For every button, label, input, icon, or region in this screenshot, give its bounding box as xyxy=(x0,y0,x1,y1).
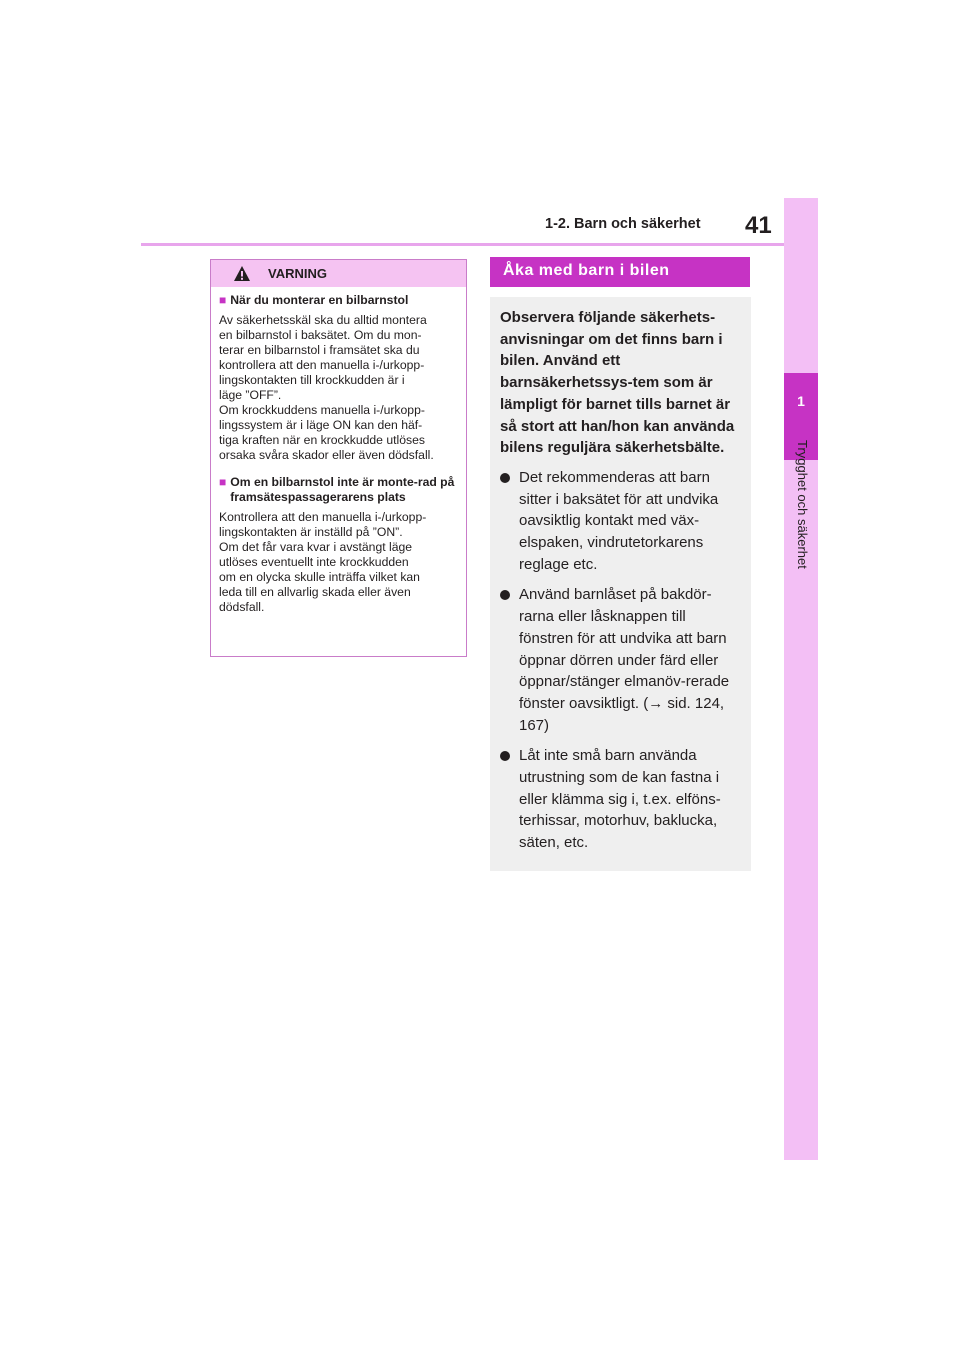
warning-triangle-icon xyxy=(233,265,251,282)
warning-heading-text: Om en bilbarnstol inte är monte-rad på framsätespassagerarens plats xyxy=(230,475,455,504)
text-line: lingssystem är i läge ON kan den häf- xyxy=(219,418,423,432)
warning-box xyxy=(210,259,467,657)
text-line: lingskontakten till krockkudden är i xyxy=(219,373,405,387)
text-line: en bilbarnstol i baksätet. Om du mon- xyxy=(219,328,422,342)
warning-body xyxy=(211,287,466,615)
list-item-text: Det rekommenderas att barn sitter i baksätet för att undvika oavsiktlig kontakt med väx-elspaken, vindrutetorkarens reglage etc. xyxy=(519,468,719,573)
list-item xyxy=(500,467,739,576)
text-line: om en olycka skulle inträffa vilket kan xyxy=(219,570,420,584)
info-box xyxy=(490,297,751,871)
square-bullet-icon: ■ xyxy=(219,475,227,489)
text-line: terar en bilbarnstol i framsätet ska du xyxy=(219,343,420,357)
warning-paragraph xyxy=(219,510,458,615)
warning-item-heading xyxy=(219,293,458,308)
square-bullet-icon: ■ xyxy=(219,293,227,307)
text-line: utlöses eventuellt inte krockkudden xyxy=(219,555,409,569)
text-line: Om krockkuddens manuella i-/urkopp- xyxy=(219,403,425,417)
text-line: tiga kraften när en krockkudde utlöses xyxy=(219,433,425,447)
text-line: Kontrollera att den manuella i-/urkopp- xyxy=(219,510,427,524)
list-item xyxy=(500,584,739,736)
warning-heading-text: När du monterar en bilbarnstol xyxy=(230,293,409,307)
warning-header xyxy=(211,260,466,287)
section-heading-bar xyxy=(490,257,750,287)
list-item-text: Använd barnlåset på bakdör-rarna eller låsknappen till fönstren för att undvika att barn öppnar dörren under färd eller öppnar/stänger elmanöv-rerade fönster oavsiktligt. (→ sid. 124, 167) xyxy=(519,586,730,734)
chapter-number: 1 xyxy=(797,393,805,409)
warning-item-heading xyxy=(219,475,458,505)
page-number: 41 xyxy=(745,212,772,239)
list-item xyxy=(500,745,739,854)
section-heading: Åka med barn i bilen xyxy=(503,262,670,279)
list-item-text: Låt inte små barn använda utrustning som de kan fastna i eller klämma sig i, t.ex. elföns-terhissar, motorhuv, baklucka, säten, etc. xyxy=(519,747,721,852)
bullet-dot-icon xyxy=(500,590,510,600)
bullet-dot-icon xyxy=(500,751,510,761)
text-line: kontrollera att den manuella i-/urkopp- xyxy=(219,358,425,372)
text-line: dödsfall. xyxy=(219,600,265,614)
text-line: leda till en allvarlig skada eller även xyxy=(219,585,411,599)
warning-paragraph xyxy=(219,313,458,463)
text-line: lingskontakten är inställd på ”ON”. xyxy=(219,525,403,539)
header-divider xyxy=(141,243,785,246)
text-line: Av säkerhetsskäl ska du alltid montera xyxy=(219,313,427,327)
chapter-side-tab xyxy=(784,198,818,1160)
text-line: läge ”OFF”. xyxy=(219,388,282,402)
warning-title: VARNING xyxy=(268,266,327,281)
bullet-dot-icon xyxy=(500,473,510,483)
text-line: orsaka svåra skador eller även dödsfall. xyxy=(219,448,434,462)
text-line: Om det får vara kvar i avstängt läge xyxy=(219,540,413,554)
chapter-label: Trygghet och säkerhet xyxy=(795,440,810,569)
lead-paragraph: Observera följande säkerhets-anvisningar om det finns barn i bilen. Använd ett barnsäkerhetssys-tem som är lämpligt för barnet tills barnet är så stort att han/hon kan använda bilens reguljära säkerhetsbälte. xyxy=(500,309,735,457)
info-body xyxy=(490,297,751,854)
chapter-label-wrap xyxy=(784,440,818,600)
bullet-list xyxy=(500,467,739,854)
section-title: 1-2. Barn och säkerhet xyxy=(545,216,701,232)
